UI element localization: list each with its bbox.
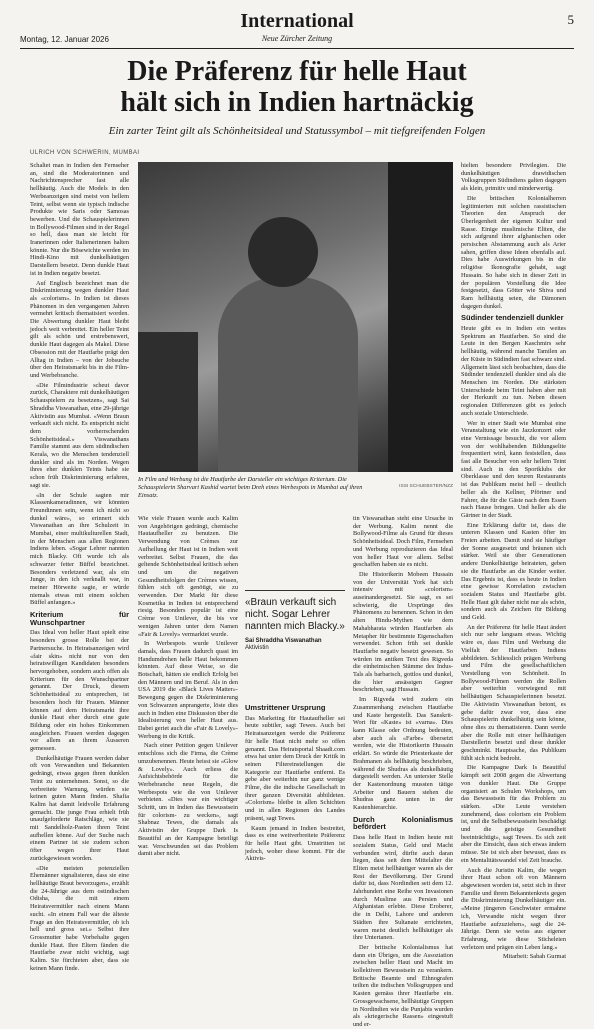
page-number: 5: [567, 12, 574, 27]
paragraph: Nach einer Petition gegen Unilever entschloss sich die Firma, die Crème umzubenennen. Heute heisst sie «Glow & Lovely». Auch erliess die Aufsichtsbehörde für die Werbebranche neue Regeln, die Werbespots wie die von Unilever verbieten. «Dies war ein wichtiger Schritt, um in Indien das Bewusstsein für colorism- zu wecken», sagt Shabnaz Tewes, die damals als Aktivistin der Gruppe Dark Is Beautiful an der Kampagne beteiligt war. Verschwunden sei das Problem damit aber nicht.: [138, 742, 238, 858]
paragraph: Das Ideal von heller Haut spielt eine besonders grosse Rolle bei der Partnersuche. In Heiratsanzeigen wird «fair skin» nicht nur von den heiratswilligen Kandidaten besonders hervorgehoben, sondern auch offen als Kriterium für den Wunschpartner genannt. Der Druck, diesem Schönheitsideal zu entsprechen, ist besonders hoch für Frauen. Männer können auf dem Heiratsmarkt ihre dunkle Haut eher durch eine gute Bildung oder ein hohes Einkommen ausgleichen. Frauen werden dagegen vor allem an ihrem Äusseren gemessen.: [30, 629, 129, 753]
paragraph: Im Rigveda wird zudem ein Zusammenhang zwischen Hautfarbe und Kaste hergestellt. Das Sanskrit-Wort für «Kaste» ist «varna». Dies kann Klasse oder Ordnung bedeuten, aber auch als «Farbe» übersetzt werden, wie die Historikerin Hussain erklärt. So würde die Priesterkaste der Brahmanen als hellhäutig beschrieben, während die Shudras als dunkelhäutig dargestellt werden. An unterster Stelle der Kastenordnung mussten tätige Arbeiter und Bauern stehen die Shudras ganz unten in der Kastenhierarchie.: [353, 696, 453, 812]
byline: ULRICH VON SCHWERIN, MUMBAI: [30, 150, 140, 156]
paragraph: hielten besondere Privilegien. Die dunkelhäutigen drawidischen Volksgruppen Südindiens galten dagegen als klein, primitiv und minderwertig.: [461, 162, 566, 193]
paragraph: An der Präferenz für helle Haut ändert sich nur sehr langsam etwas. Wichtig wäre es, dass Film und Werbung die Vielfalt der Hautfarben Indiens abbildeten. Schliesslich prägen Werbung und Film die gesellschaftlichen Vorstellung von Schönheit. In Bollywood-Filmen werden die Rollen aber weiterhin vorwiegend mit hellhäutigen Schauspielerinnen besetzt. Die Aktivistin Viswanathan betont, es gebe dafür zwar vor, dass eine Schauspielerin dunkelhäutig sein könne, ohne dies zu thematisieren. Dann werde aber die Rolle mit einer hellhäutigen Darstellerin besetzt und diese dunkler geschminkt. Hauptsache, das Publikum fühlt sich nicht bedroht.: [461, 623, 566, 762]
page-header: [20, 6, 574, 46]
photo-foreground-dark: [138, 332, 198, 472]
article-title: [22, 56, 572, 118]
paragraph: Schaltet man in Indien den Fernseher an, sind die Moderatorinnen und Nachrichtensprecher fast alle hellhäutig. Auch die Models in den Werbeanzeigen sind meist von hellem Teint, selbst wenn sie typisch indische Produkte wie Saris oder Samosas bewerben. Und die Schauspielerinnen in Bollywood-Filmen sind in der Regel so hell, dass man sie leicht für Iranerinnen oder Italienerinnen halten könnte. Nur die Bösewichte werden im Hindi-Kino mit dunkelhäutigen Darstellern besetzt. Denn dunkle Haut ist in Indien negativ besetzt.: [30, 162, 129, 277]
quote-role: Aktivistin: [245, 645, 269, 651]
subheading: Südinder tendenziell dunkler: [461, 313, 564, 323]
paragraph: «Die meisten potenziellen Ehemänner signalisieren, dass sie eine hellhäutige Braut bevorzugen», erzählt die 24-Jährige aus dem ostindischen Odisha, die mit einem Heiratsvermittler nach einem Mann sucht. «In einem Fall war die älteste Frage an den Heiratsvermittler, ob ich hell und gross sei.» Selbst ihre Grossmutter habe Vorbehalte gegen dunkle Haut. Ihre Eltern fänden die Hautfarbe zwar nicht wichtig, sagt Kalim. Sie fürchteten aber, dass sie keinen Mann finde.: [30, 864, 129, 972]
photo-credit: ISSI SCHUEBSTER/NZZ: [399, 484, 453, 489]
paragraph: Wer in einer Stadt wie Mumbai eine Veranstaltung wie ein Jazzkonzert oder eine Vernissage besucht, die vor allem von der wohlhabenden Bildungselite frequentiert wird, kann feststellen, dass fast alle Besucher von sehr hellem Teint sind. Auch in den Sportklubs der Oberklasse und den teuren Restaurants ist das Publikum meist hell – deutlich heller als die Kellner, Pförtner und Fahrer, die für die Gäste nach dem Essen nach Hause bringen. Und heller als die Gärtner in der Stadt.: [461, 419, 566, 519]
photo-caption: In Film und Werbung ist die Hautfarbe der Darsteller ein wichtiges Kriterium. Die Schauspielerin Sharvari Kashid wartet beim Dreh eines Werbespots in Mumbai auf ihren Einsatz.: [138, 476, 363, 499]
title-line-2: hält sich in Indien hartnäckig: [120, 87, 474, 118]
subheading: Kriterium für Wunschpartner: [30, 610, 129, 627]
paragraph: Der britische Kolonialismus hat dann ein Übriges, um die Assoziation zwischen heller Haut und Macht im kollektiven Bewusstsein zu verankern. Britische Beamte und Ethnografen teilten die indischen Volksgruppen und Kasten gemäss ihrer Hautfarbe ein. Grossgewachsene, hellhäutige Gruppen in Nordindien wie die Punjabis wurden als «kriegerische Rassen» eingestuft und er-: [353, 943, 453, 1028]
paragraph: Eine Erklärung dafür ist, dass die unteren Klassen und Kasten öfter im Freien arbeiten. Damit sind sie häufiger der Sonne ausgesetzt und bräunen sich stärker. Weil sie über Generationen andere Dunkelhäutige heirateten, geben sie die Hautfarbe an die Kinder weiter. Das Ergebnis ist, dass es heute in Indien eine gewisse Korrelation zwischen sozialem Status und Hautfarbe gibt. Helle Haut gilt daher nicht nur als schön, sondern auch als Zeichen für Bildung und Geld.: [461, 521, 566, 622]
paragraph: Die Historikerin Mobeen Hussain von der Universität York hat sich intensiv mit «colorism» auseinandergesetzt. Sie sagt, es sei schwierig, die Ursprünge des Phänomens zu benennen. Schon in den alten Hindu-Mythen wie dem Mahabharata würden Hautfarben als Metapher für bestimmte Eigenschaften verwendet. Schon früh sei dunkle Hautfarbe negativ besetzt gewesen. So würden im antiken Text des Rigveda die einheimischen Stämme des Indus-Tals als barbarisch, gottlos und dunkel, die hier ansässigen Gegner beschrieben, sagt Hussain.: [353, 570, 453, 694]
paragraph: «In der Schule sagten mir Klassenkameradinnen, wir könnten Freundinnen sein, wenn ich nicht so dunkel wäre», so erinnert sich Viswanathan an ihre Schulzeit in Mumbai, einer multikulturellen Stadt, in der Menschen aus allen Regionen Indiens leben. «Sogar Lehrer nannten mich Blacky. Oft wurde ich als schwarzer fetter Büffel bezeichnet. Besonders verletzend war, als ein Junge, in den ich verknallt war, in meiner Hörweite sagte, er würde niemals etwas mit einem solchen Büffel anfangen.»: [30, 491, 129, 607]
paragraph: Die Kampagne Dark Is Beautiful kämpft seit 2008 gegen die Abwertung von dunkler Haut. Die Gruppe organisiert an Schulen Workshops, um das Bewusstsein für das Problem zu stärken. «Die Leute verstehen zunehmend, dass colorism ein Problem ist, und die Selbstbewusstsein beschädigt und die geistige Gesundheit beeinträchtigt», sagt Tewes. Es sich zeit aber die Einsicht, dass sich etwas ändern müsse. Sie ist sich aber bewusst, dass es ein Mentalitätswandel viel Zeit brauche.: [461, 764, 566, 864]
title-line-1: Die Präferenz für helle Haut: [127, 56, 467, 87]
photo-figure-body: [218, 277, 358, 472]
quote-text: «Braun verkauft sich nicht. Sogar Lehrer nannten mich Blacky.»: [245, 597, 345, 632]
paragraph: Wie viele Frauen wurde auch Kalim von Angehörigen gedrängt, chemische Hautaufheller zu benutzen. Die Verwendung von Crèmes zur Aufhellung der Haut ist in Indien weit verbreitet. Selbst Frauen, die das geltende Schönheitsideal kritisch sehen und um die negativen Gesundheitsfolgen der Crèmes wissen, fühlen sich oft genötigt, sie zu verwenden. Der Markt für diese Kosmetika in Indien ist entsprechend riesig. Besonders populär ist eine Crème von Unilever, die bis vor wenigen Jahren unter dem Namen «Fair & Lovely» vermarktet wurde.: [138, 515, 238, 638]
paragraph: «Die Filmindustrie scheut davor zurück, Charaktere mit dunkelhäutigen Schauspielern zu besetzen», sagt Sai Shraddha Viswanathan, eine 29-jährige Aktivistin aus Mumbai. «Wenn Braun verkauft sich nicht. Es entspricht nicht dem vorherrschenden Schönheitsideal.» Viswanathans Familie stammt aus dem südindischen Kerala, wo die Menschen tendenziell dunkler sind als im Norden. Wegen ihres eher dunklen Teints habe sie schon früh Diskriminierung erfahren, sagt sie.: [30, 381, 129, 489]
newspaper-name: Neue Zürcher Zeitung: [261, 34, 333, 43]
paragraph: tin Viswanathan steht eine Ursache in der Werbung. Kalim nennt die Bollywood-Filme als Grund für dieses Schönheitsideal. Doch Film, Fernsehen und Werbung reproduzieren das Ideal von heller Haut vor allem. Selbst geschaffen haben sie es nicht.: [353, 515, 453, 569]
paragraph: Dass helle Haut in Indien heute mit sozialem Status, Geld und Macht verbunden wird, dürfte auch daran liegen, dass seit dem Mittelalter die Eliten meist hellhäutiger waren als der Rest der Bevölkerung. Der Grund dafür ist, dass Nordindien seit dem 12. Jahrhundert eine Reihe von Invasionen durch Muslime aus Persien und Afghanistan erlebte. Diese Eroberer, die in Delhi, Lahore und anderen Städten ihre Sultanate errichteten, waren meist deutlich hellhäutiger als ihre Untertanen.: [353, 834, 453, 942]
article-subtitle: Ein zarter Teint gilt als Schönheitsideal und Statussymbol – mit tiefgreifenden Folgen: [108, 125, 486, 137]
column-2: [138, 515, 238, 858]
article-photo: [138, 162, 453, 472]
pull-quote: [245, 590, 345, 652]
subheading: Durch Kolonialismus befördert: [353, 814, 453, 832]
column-4: [353, 515, 453, 1028]
paragraph: Auf Englisch bezeichnet man die Diskriminierung wegen dunkler Haut als «colorism». In Indien ist dieses Phänomen in den vergangenen Jahren vermehrt kritisch thematisiert worden. Die Abwertung dunkler Haut bleibt jedoch weit verbreitet. Ein heller Teint gilt als schön und erstrebenswert, dunkle Haut dagegen als Makel. Diese Obsession mit der Hautfarbe prägt den Alltag in Indien – von der Jobsuche über den Heiratsmarkt bis in die Film- und Werbebranche.: [30, 279, 129, 379]
quote-attribution: [245, 638, 345, 652]
paragraph: Auch die Juristin Kalim, die wegen ihrer Haut schon oft von Männern abgewiesen worden ist, setzt sich in ihrer Familie und ihrem Bekanntenkreis gegen die Diskriminierung Dunkelhäutiger ein. «Meine jüngeren Geschwister ermahne ich, Verwandte nicht wegen ihrer Hautfarbe aufzuziehen», sagt die 24-Jährige. Denn sie weiss aus eigener Erfahrung, wie diese Sticheleien verletzen und prägen ein Leben lang.»: [461, 866, 566, 951]
header-rule: [20, 48, 574, 49]
column-1: [30, 162, 129, 972]
quote-name: Sai Shraddha Viswanathan: [245, 638, 322, 644]
paragraph: In Werbespots wurde Unilever damals, dass Frauen dadurch quasi im Handumdrehen helle Haut bekommen könnten. Auf diese Weise, so die Botschaft, hätten sie endlich Erfolg bei den Männern und im Beruf. Als in den USA 2019 die «Black Lives Matter»-Bewegung gegen die Diskriminierung von Schwarzen anprangerte, löste dies auch in Indien eine Diskussion über die Idealisierung von heller Haut aus. Dabei geriet auch die «Fair & Lovely»-Werbung in die Kritik.: [138, 640, 238, 740]
paragraph: Heute gibt es in Indien ein weites Spektrum an Hautfarben. So sind die Leute in den Bergen Kaschmirs sehr hellhäutig, während manche Tamilen an der Küste in Südindien fast schwarz sind. Allgemein lässt sich beobachten, dass die Südinder tendenziell dunkler sind als die Menschen im Norden. Die stärksten Unterschiede beim Teint haben aber mit der Herkunft zu tun. Neben diesen regionalen Differenzen gibt es jedoch auch soziale Unterschiede.: [461, 325, 566, 417]
paragraph: Kaum jemand in Indien bestreitet, dass es eine weitverbreitete Präferenz für helle Haut gibt. Umstritten ist jedoch, woher diese kommt. Für die Aktivis-: [245, 824, 345, 863]
photo-background-dark: [388, 162, 453, 472]
issue-date: Montag, 12. Januar 2026: [20, 35, 109, 44]
subheading: Umstrittener Ursprung: [245, 703, 326, 712]
paragraph: Das Marketing für Hautaufheller sei heute subtiler, sagt Tewes. Auch bei Heiratsanzeigen werde die Präferenz für helle Haut nicht mehr so offen genannt. Das Heiratsportal Shaadi.com etwa hat unter dem Druck der Kritik in seinen Filtereinstellungen die Kategorie zur Hautfarbe entfernt. Es gebe aber weiterhin nur ganz wenige Filme, die die indische Gesellschaft in ihrer ganzen Diversität abbildeten. «Colorism» bleibe in allen Schichten und in allen Regionen des Landes präsent, sagt Tewes.: [245, 714, 345, 822]
column-3: [245, 700, 345, 863]
section-title: International: [240, 10, 354, 32]
contributor-credit: Mitarbeit: Sabah Gurmat: [503, 953, 566, 961]
paragraph: Die britischen Kolonialherren legitimierten mit solchen rassistischen Theorien den Anspruch der Überlegenheit der eigenen Kultur und Rasse. Einige muslimische Eliten, die sich aufgrund ihrer afghanischen oder persischen Abstammung auch als Arier sahen, griffen diese Ideen ebenfalls auf. Dies habe Auswirkungen bis in die religiöse Ikonografie gehabt, sagt Hussain. So habe sich in dieser Zeit in der populären Vorstellung die Idee festgesetzt, dass Götter wie Shiva und Ram hellhäutig seien, die Dämonen dagegen dunkel.: [461, 194, 566, 310]
photo-figure-head: [248, 217, 318, 287]
paragraph: Dunkelhäutige Frauen werden daher oft von Verwandten und Bekannten gedrängt, etwas gegen ihren dunklen Teint zu unternehmen. Sonst, so die verbreitete Warnung, würden sie keinen guten Mann finden. Shafia Kalim hat damit leidvolle Erfahrung gemacht. Die junge Frau erhielt früh unaufgeforderte Ratschläge, wie sie mit Sandelholz-Pasten ihren Teint aufhellen könne. Auf der Suche nach einem Partner ist sie zudem schon öfter wegen ihrer Haut zurückgewiesen worden.: [30, 754, 129, 862]
column-5: [461, 162, 566, 961]
